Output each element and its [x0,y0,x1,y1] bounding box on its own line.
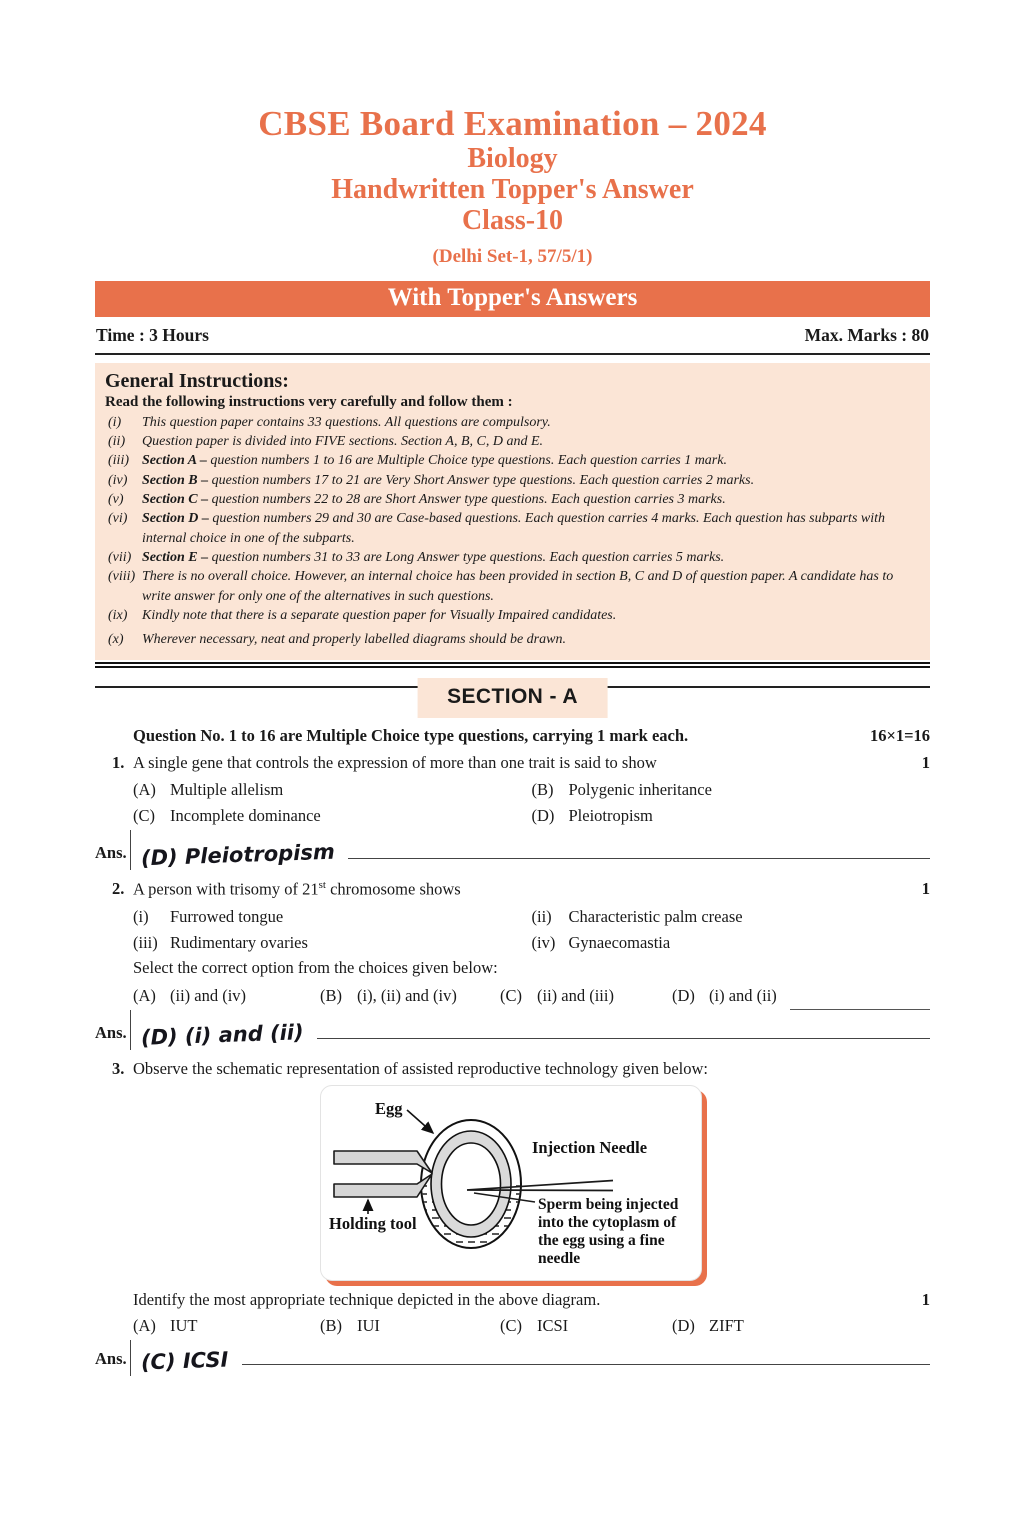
question-3-options [95,1316,930,1336]
instruction-item: (vi) Section D – question numbers 29 and 30 are Case-based questions. Each question carries 4 marks. Each question has subparts with internal choice in one of the subparts. [105,509,916,548]
icsi-diagram [320,1085,702,1281]
handwritten-answer-3: (C) ICSI [140,1347,229,1375]
question-3-number: 3. [112,1058,125,1078]
option-a: (A) (ii) and (iv) [133,985,247,1005]
statement-i: (i) Furrowed tongue [133,906,284,926]
class-line: Class-10 [461,205,564,237]
question-1-answer-row [95,830,930,870]
option-b: (B) (i), (ii) and (iv) [320,985,457,1005]
instruction-item: (ii) Question paper is divided into FIVE sections. Section A, B, C, D and E. [105,432,916,451]
instruction-number: (viii) [108,569,136,585]
time-allowed: Time : 3 Hours [96,324,209,345]
question-2-text: A person with trisomy of 21st chromosome shows [133,879,461,899]
instruction-number: (v) [108,492,124,508]
answer-underline [242,1364,930,1365]
instructions-heading: General Instructions: [105,369,289,392]
option-d: (D) (i) and (ii) [672,985,777,1005]
header-divider [95,353,930,355]
sperm-label-line2: into the cytoplasm of [538,1214,677,1232]
ans-label: Ans. [95,1348,127,1368]
sperm-label-line3: the egg using a fine [538,1232,665,1250]
page-content [0,106,1024,1376]
instructions-subheading: Read the following instructions very carefully and follow them : [105,393,513,410]
handwritten-answer-1: (D) Pleiotropism [140,839,335,871]
subtitle: Handwritten Topper's Answer [331,174,694,206]
instruction-item: (viii) There is no overall choice. However, an internal choice has been provided in section B, C and D of question paper. A candidate has to write answer for only one of the alternatives in such questions. [105,567,916,606]
instruction-number: (ix) [108,607,128,623]
instruction-item: (iii) Section A – question numbers 1 to 16 are Multiple Choice type questions. Each question carries 1 mark. [105,451,916,470]
ans-label: Ans. [95,1022,127,1042]
question-2-select-line: Select the correct option from the choices given below: [133,957,498,977]
question-1-marks: 1 [921,752,930,772]
question-3 [95,1058,930,1376]
instruction-item: (vii) Section E – question numbers 31 to 33 are Long Answer type questions. Each question carries 5 marks. [105,548,916,567]
answer-margin-line [130,1010,131,1050]
icsi-diagram-svg [321,1086,701,1280]
instruction-item: (iv) Section B – question numbers 17 to 21 are Very Short Answer type questions. Each question carries 2 marks. [105,471,916,490]
sperm-label-line4: needle [538,1250,581,1268]
question-3-answer-row [95,1340,930,1376]
statement-ii: (ii) Characteristic palm crease [531,906,743,926]
option-a: (A) Multiple allelism [133,780,284,800]
answer-underline [348,858,930,859]
question-2-statements [95,907,930,953]
max-marks: Max. Marks : 80 [804,324,929,345]
question-1 [95,752,930,870]
option-b: (B) Polygenic inheritance [531,780,712,800]
question-1-text: A single gene that controls the expression of more than one trait is said to show [133,752,657,772]
question-3-marks: 1 [921,1290,930,1310]
section-a-intro-text: Question No. 1 to 16 are Multiple Choice type questions, carrying 1 mark each. [133,725,689,745]
instruction-item: (ix) Kindly note that there is a separate question paper for Visually Impaired candidates. [105,606,916,625]
egg-arrow [407,1110,433,1133]
instruction-number: (vii) [108,550,132,566]
option-row-underline [790,1009,930,1010]
egg-label: Egg [375,1099,403,1119]
option-b: (B) IUI [320,1315,380,1335]
holding-tool-lower-arm [334,1174,432,1197]
egg-inner-circle [442,1143,501,1225]
page-title: CBSE Board Examination – 2024 [258,104,767,143]
question-3-text: Observe the schematic representation of assisted reproductive technology given below: [133,1058,709,1078]
instructions-bottom-divider [95,662,930,668]
instruction-number: (i) [108,414,122,430]
superscript: st [318,879,326,892]
ans-label: Ans. [95,843,127,863]
handwritten-answer-2: (D) (i) and (ii) [140,1020,304,1050]
question-2-answer-row [95,1010,930,1050]
question-2-marks: 1 [921,879,930,899]
instruction-number: (vi) [108,511,128,527]
instruction-number: (ii) [108,434,126,450]
statement-iii: (iii) Rudimentary ovaries [133,932,308,952]
section-a-label: SECTION - A [417,678,608,718]
injection-needle-label: Injection Needle [532,1138,648,1158]
time-marks-row [95,317,930,353]
instruction-number: (iii) [108,453,129,469]
question-2 [95,878,930,1050]
subject-title: Biology [467,142,558,174]
spacer [112,1289,133,1310]
statement-iv: (iv) Gynaecomastia [531,932,671,952]
toppers-answers-banner: With Topper's Answers [95,281,930,317]
option-c: (C) Incomplete dominance [133,806,321,826]
answer-margin-line [130,1340,131,1376]
option-d: (D) Pleiotropism [531,806,653,826]
section-a-marks-scheme: 16×1=16 [869,725,930,745]
option-c: (C) (ii) and (iii) [500,985,614,1005]
section-a-intro [95,726,930,746]
set-line: (Delhi Set-1, 57/5/1) [432,245,593,267]
option-a: (A) IUT [133,1315,198,1335]
instruction-item: (x) Wherever necessary, neat and properly labelled diagrams should be drawn. [105,630,916,649]
question-1-options [95,780,930,826]
option-c: (C) ICSI [500,1315,569,1335]
question-2-options [95,986,930,1006]
question-3-identify-text: Identify the most appropriate technique depicted in the above diagram. [133,1290,601,1310]
instruction-item: (v) Section C – question numbers 22 to 28 are Short Answer type questions. Each question carries 3 marks. [105,490,916,509]
option-d: (D) ZIFT [672,1315,744,1335]
general-instructions-box [95,363,930,660]
question-2-number: 2. [112,879,125,899]
holding-tool-label: Holding tool [329,1214,417,1234]
holding-tool-upper-arm [334,1151,432,1173]
sperm-label-line1: Sperm being injected [538,1196,679,1214]
section-a-header [95,678,930,720]
answer-margin-line [130,830,131,870]
instruction-number: (x) [108,632,124,648]
question-1-number: 1. [112,752,125,772]
instruction-item: (i) This question paper contains 33 questions. All questions are compulsory. [105,413,916,432]
instruction-number: (iv) [108,472,128,488]
exam-paper-page [0,106,1024,1514]
answer-underline [317,1038,930,1039]
